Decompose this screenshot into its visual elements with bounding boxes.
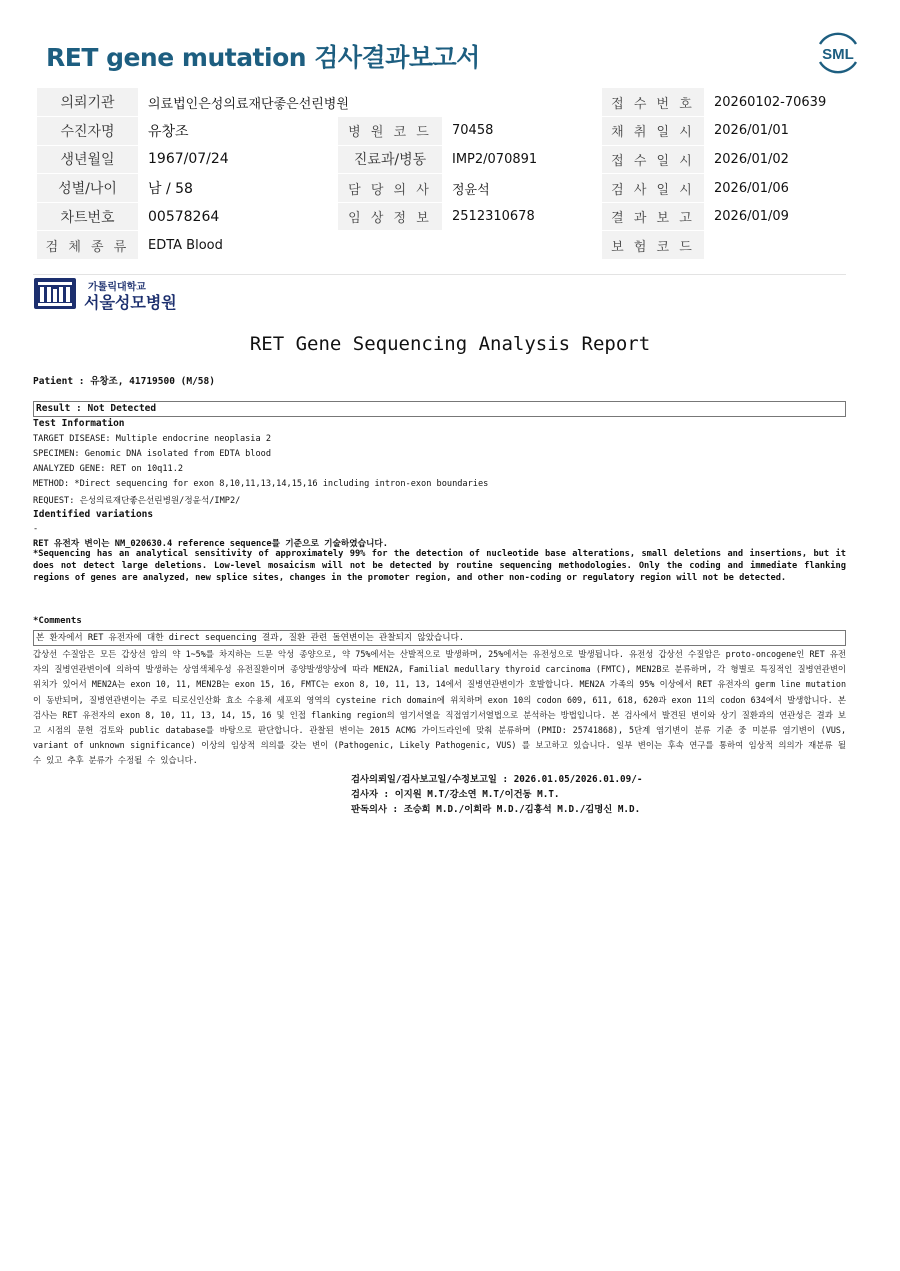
target-disease: TARGET DISEASE: Multiple endocrine neoplasia 2 [33, 434, 271, 444]
report-date-value: 2026/01/09 [704, 202, 864, 231]
patient-line: Patient : 유창조, 41719500 (M/58) [33, 376, 215, 387]
subject-label: 수진자명 [37, 117, 138, 146]
clinical-label: 임 상 정 보 [338, 202, 442, 231]
receipt-no-value: 20260102-70639 [704, 88, 864, 117]
patient-info-table [37, 88, 864, 260]
birth-label: 생년월일 [37, 145, 138, 174]
analysis-report-title: RET Gene Sequencing Analysis Report [249, 333, 651, 355]
sex-age-label: 성별/나이 [37, 174, 138, 203]
test-date-value: 2026/01/06 [704, 174, 864, 203]
birth-value: 1967/07/24 [138, 145, 338, 174]
receipt-date-value: 2026/01/02 [704, 145, 864, 174]
variations-heading: Identified variations [33, 509, 154, 520]
dept-label: 진료과/병동 [338, 145, 442, 174]
hospital-code-label: 병 원 코 드 [338, 117, 442, 146]
hospital-subtitle: 가톨릭대학교 [88, 282, 146, 293]
comments-heading: *Comments [33, 616, 82, 626]
hospital-name: 서울성모병원 [84, 293, 177, 312]
institution-value: 의료법인은성의료재단좋은선린병원 [138, 88, 602, 117]
dates-line: 검사의뢰일/검사보고일/수정보고일 : 2026.01.05/2026.01.09/- [351, 774, 643, 785]
clinical-value: 2512310678 [442, 202, 602, 231]
sex-age-value: 남 / 58 [138, 174, 338, 203]
method-line: METHOD: *Direct sequencing for exon 8,10,11,13,14,15,16 including intron-exon boundaries [33, 479, 489, 489]
request-line: REQUEST: 은성의료재단좋은선린병원/정윤석/IMP2/ [33, 496, 241, 506]
hospital-code-value: 70458 [442, 117, 602, 146]
sml-logo [814, 30, 862, 76]
report-date-label: 결 과 보 고 [602, 202, 704, 231]
sensitivity-note: *Sequencing has an analytical sensitivity of approximately 99% for the detection of nucleotide base alterations, small deletions and insertions, but it does not detect large deletions. Low-level mosaicism will not be detected by routine sequencing methodologies. Only the coding and immediate flanking regions of genes are analyzed, new splice sites, changes in the promoter region, and other non-coding or regulatory region will not be detected. [33, 549, 846, 584]
comment-summary-box: 본 환자에서 RET 유전자에 대한 direct sequencing 결과, 질환 관련 돌연변이는 관찰되지 않았습니다. [33, 630, 846, 646]
receipt-no-label: 접 수 번 호 [602, 88, 704, 117]
hospital-emblem-icon [33, 277, 77, 310]
readers-line: 판독의사 : 조승희 M.D./이희라 M.D./김홍석 M.D./김명신 M.D. [351, 804, 641, 815]
doctor-value: 정윤석 [442, 174, 602, 203]
collect-date-label: 채 취 일 시 [602, 117, 704, 146]
result-box: Result : Not Detected [33, 401, 846, 417]
specimen-label: 검 체 종 류 [37, 231, 138, 260]
dept-value: IMP2/070891 [442, 145, 602, 174]
specimen-value: EDTA Blood [138, 231, 602, 260]
test-date-label: 검 사 일 시 [602, 174, 704, 203]
test-info-heading: Test Information [33, 418, 125, 429]
collect-date-value: 2026/01/01 [704, 117, 864, 146]
analyzed-gene: ANALYZED GENE: RET on 10q11.2 [33, 464, 184, 474]
subject-value: 유창조 [138, 117, 338, 146]
sml-logo-text: SML [822, 46, 854, 63]
report-title: RET gene mutation 검사결과보고서 [46, 43, 480, 72]
divider [33, 274, 846, 275]
specimen-line: SPECIMEN: Genomic DNA isolated from EDTA blood [33, 449, 271, 459]
reference-note: RET 유전자 변이는 NM_020630.4 reference sequence를 기준으로 기술하였습니다. [33, 539, 389, 549]
examiners-line: 검사자 : 이지원 M.T/강소연 M.T/이건동 M.T. [351, 789, 560, 800]
institution-label: 의뢰기관 [37, 88, 138, 117]
insurance-label: 보 험 코 드 [602, 231, 704, 260]
variations-value: - [33, 524, 39, 534]
chart-value: 00578264 [138, 202, 338, 231]
receipt-date-label: 접 수 일 시 [602, 145, 704, 174]
doctor-label: 담 당 의 사 [338, 174, 442, 203]
comment-body: 갑상선 수질암은 모든 갑상선 암의 약 1~5%를 차지하는 드문 악성 종양으로, 약 75%에서는 산발적으로 발생하며, 25%에서는 유전성으로 발생됩니다. 유전성 갑상선 수질암은 proto-oncogene인 RET 유전자의 질병연관변이에 의하여 발생하는 상염색체우성 유전질환이며 종양발생양상에 따라 MEN2A, Familial medullary thyroid carcinoma (FMTC), MEN2B로 분류하며, 각 형별로 특징적인 질병연관변이 위치가 있어서 MEN2A는 exon 10, 11, MEN2B는 exon 15, 16, FMTC는 exon 8, 10, 11, 13, 14에서 질병연관변이가 호발합니다. MEN2A 가족의 95% 이상에서 RET 유전자의 germ line mutation이 동반되며, 질병연관변이는 주로 티로신인산화 효소 수용체 세포외 영역의 cysteine rich domain에 위치하며 exon 10의 codon 609, 611, 618, 620과 exon 11의 codon 634에서 발생합니다. 본 검사는 RET 유전자의 exon 8, 10, 11, 13, 14, 15, 16 및 인접 flanking region의 염기서열을 직접염기서열법으로 분석하는 방법입니다. 본 검사에서 발견된 변이와 상기 질환과의 연관성은 결과 보고 시점의 문헌 검토와 public database를 바탕으로 판단합니다. 관찰된 변이는 2015 ACMG 가이드라인에 맞춰 분류하며 (PMID: 25741868), 5단계 염기변이 분류 기준 중 미분류 염기변이 (VUS, variant of unknown significance) 이상의 임상적 의의를 갖는 변이 (Pathogenic, Likely Pathogenic, VUS) 를 보고하고 있습니다. 일부 변이는 후속 연구를 통하여 임상적 의의가 재분류 될 수 있고 추후 분류가 수정될 수 있습니다. [33, 649, 846, 766]
chart-label: 차트번호 [37, 202, 138, 231]
insurance-value [704, 231, 864, 260]
